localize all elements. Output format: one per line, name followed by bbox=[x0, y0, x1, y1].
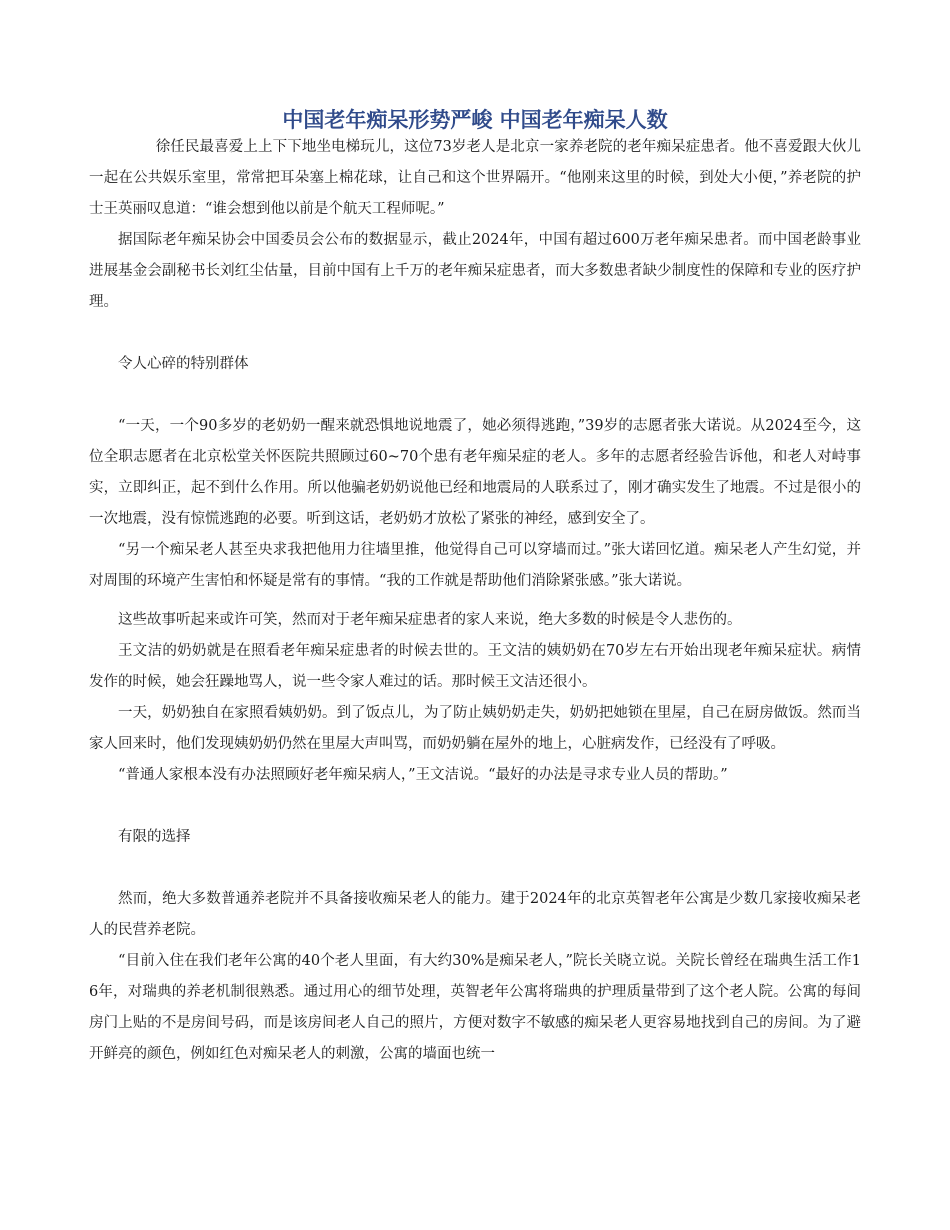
paragraph-yingzhi-details: “目前入住在我们老年公寓的40个老人里面，有大约30%是痴呆老人，”院长关晓立说。关院长曾经在瑞典生活工作16年，对瑞典的养老机制很熟悉。通过用心的细节处理，英智老年公寓将瑞典的护理质量带到了这个老人院。公寓的每间房门上贴的不是房间号码，而是该房间老人自己的照片，方便对数字不敏感的痴呆老人更容易地找到自己的房间。为了避开鲜亮的颜色，例如红色对痴呆老人的刺激，公寓的墙面也统一 bbox=[89, 953, 861, 1062]
paragraph-family-sadness: 这些故事听起来或许可笑，然而对于老年痴呆症患者的家人来说，绝大多数的时候是令人悲伤的。 bbox=[118, 612, 742, 628]
paragraph-statistics: 据国际老年痴呆协会中国委员会公布的数据显示，截止2024年，中国有超过600万老年痴呆患者。而中国老龄事业进展基金会副秘书长刘红尘估量，目前中国有上千万的老年痴呆症患者，而大多数患者缺少制度性的保障和专业的医疗护理。 bbox=[89, 232, 861, 310]
paragraph-incident: 一天，奶奶独自在家照看姨奶奶。到了饭点儿，为了防止姨奶奶走失，奶奶把她锁在里屋，自己在厨房做饭。然而当家人回来时，他们发现姨奶奶仍然在里屋大声叫骂，而奶奶躺在屋外的地上，心脏病发作，已经没有了呼吸。 bbox=[89, 705, 861, 752]
blank-line bbox=[89, 597, 861, 605]
blank-line bbox=[89, 380, 861, 411]
blank-line bbox=[89, 791, 861, 822]
section-heading-limited-choice: 有限的选择 bbox=[118, 829, 191, 845]
paragraph-nursing-homes: 然而，绝大多数普通养老院并不具备接收痴呆老人的能力。建于2024年的北京英智老年公寓是少数几家接收痴呆老人的民营养老院。 bbox=[89, 891, 861, 938]
blank-line bbox=[89, 318, 861, 349]
article-title: 中国老年痴呆形势严峻 中国老年痴呆人数 bbox=[282, 108, 668, 132]
blank-line bbox=[89, 853, 861, 884]
paragraph-hallucination: “另一个痴呆老人甚至央求我把他用力往墙里推，他觉得自己可以穿墙而过。”张大诺回忆道。痴呆老人产生幻觉，并对周围的环境产生害怕和怀疑是常有的事情。“我的工作就是帮助他们消除紧张感。”张大诺说。 bbox=[89, 542, 861, 589]
paragraph-volunteer-story: “一天，一个90多岁的老奶奶一醒来就恐惧地说地震了，她必须得逃跑，”39岁的志愿者张大诺说。从2024至今，这位全职志愿者在北京松堂关怀医院共照顾过60~70个患有老年痴呆症的老人。多年的志愿者经验告诉他，和老人对峙事实，立即纠正，起不到什么作用。所以他骗老奶奶说他已经和地震局的人联系过了，刚才确实发生了地震。不过是很小的一次地震，没有惊慌逃跑的必要。听到这话，老奶奶才放松了紧张的神经，感到安全了。 bbox=[89, 418, 861, 527]
paragraph-wang-grandma: 王文洁的奶奶就是在照看老年痴呆症患者的时候去世的。王文洁的姨奶奶在70岁左右开始出现老年痴呆症状。病情发作的时候，她会狂躁地骂人，说一些令家人难过的话。那时候王文洁还很小。 bbox=[89, 643, 861, 690]
section-heading-special-group: 令人心碎的特别群体 bbox=[118, 356, 249, 372]
paragraph-quote-wang: “普通人家根本没有办法照顾好老年痴呆病人，”王文洁说。“最好的办法是寻求专业人员的帮助。” bbox=[118, 767, 728, 783]
document-page bbox=[89, 104, 861, 1070]
paragraph-intro: 徐任民最喜爱上上下下地坐电梯玩儿，这位73岁老人是北京一家养老院的老年痴呆症患者。他不喜爱跟大伙儿一起在公共娱乐室里，常常把耳朵塞上棉花球，让自己和这个世界隔开。“他刚来这里的时候，到处大小便，”养老院的护士王英丽叹息道：“谁会想到他以前是个航天工程师呢。” bbox=[89, 139, 861, 217]
